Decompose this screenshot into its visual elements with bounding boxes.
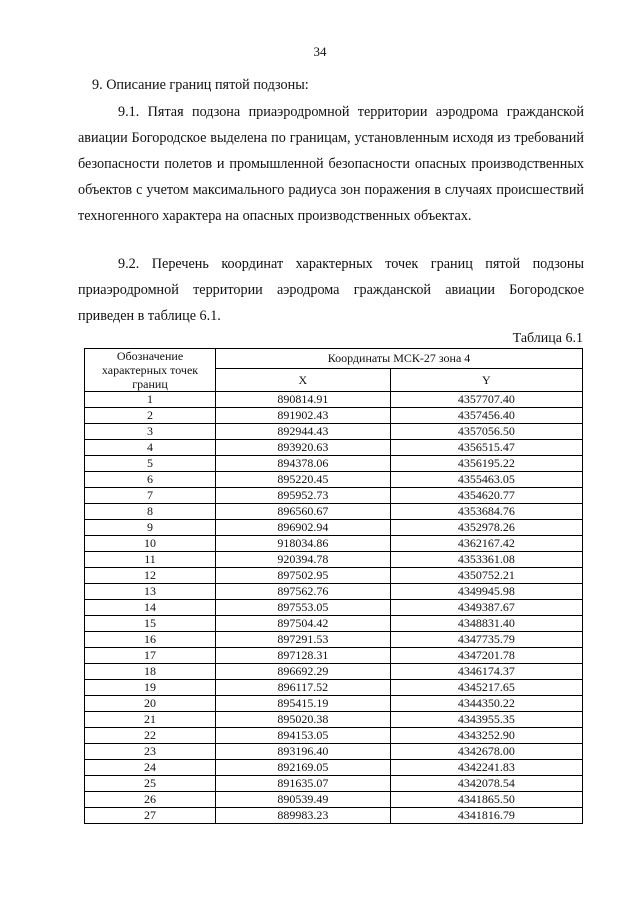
point-number-cell: 4 xyxy=(85,440,216,456)
table-row xyxy=(85,536,583,552)
x-coordinate-cell: 893196.40 xyxy=(216,744,391,760)
table-caption: Таблица 6.1 xyxy=(512,331,583,346)
x-coordinate-cell: 896117.52 xyxy=(216,680,391,696)
page-number: 34 xyxy=(313,44,327,59)
x-coordinate-cell: 896560.67 xyxy=(216,504,391,520)
y-coordinate-cell: 4347735.79 xyxy=(390,632,582,648)
y-coordinate-cell: 4356195.22 xyxy=(390,456,582,472)
table-row xyxy=(85,680,583,696)
point-number-cell: 16 xyxy=(85,632,216,648)
x-coordinate-cell: 895415.19 xyxy=(216,696,391,712)
point-number-cell: 5 xyxy=(85,456,216,472)
point-number-cell: 1 xyxy=(85,392,216,408)
x-coordinate-cell: 894153.05 xyxy=(216,728,391,744)
table-row xyxy=(85,568,583,584)
section-heading: 9. Описание границ пятой подзоны: xyxy=(92,77,309,93)
point-number-cell: 11 xyxy=(85,552,216,568)
x-coordinate-cell: 897128.31 xyxy=(216,648,391,664)
y-coordinate-cell: 4341865.50 xyxy=(390,792,582,808)
y-coordinate-cell: 4343252.90 xyxy=(390,728,582,744)
table-row xyxy=(85,712,583,728)
table-row xyxy=(85,472,583,488)
x-coordinate-cell: 894378.06 xyxy=(216,456,391,472)
point-number-cell: 22 xyxy=(85,728,216,744)
table-row xyxy=(85,632,583,648)
x-coordinate-cell: 920394.78 xyxy=(216,552,391,568)
table-row xyxy=(85,616,583,632)
table-row xyxy=(85,584,583,600)
x-coordinate-cell: 918034.86 xyxy=(216,536,391,552)
x-coordinate-cell: 890814.91 xyxy=(216,392,391,408)
y-coordinate-cell: 4353361.08 xyxy=(390,552,582,568)
y-coordinate-cell: 4354620.77 xyxy=(390,488,582,504)
table-row xyxy=(85,408,583,424)
point-number-cell: 26 xyxy=(85,792,216,808)
point-number-cell: 2 xyxy=(85,408,216,424)
point-number-cell: 23 xyxy=(85,744,216,760)
table-row xyxy=(85,744,583,760)
paragraph-9-1: 9.1. Пятая подзона приаэродромной территории аэродрома гражданской авиации Богородское выделена по границам, установленным исходя из требований безопасности полетов и промышленной безопасности опасных производственных объектов с учетом максимального радиуса зон поражения в случаях происшествий техногенного характера на опасных производственных объектах. xyxy=(78,104,584,224)
y-coordinate-cell: 4350752.21 xyxy=(390,568,582,584)
table-row xyxy=(85,648,583,664)
point-number-cell: 25 xyxy=(85,776,216,792)
y-coordinate-cell: 4357456.40 xyxy=(390,408,582,424)
table-body xyxy=(85,392,583,824)
table-row xyxy=(85,552,583,568)
header-designation: Обозначение характерных точек границ xyxy=(85,349,216,392)
table-row xyxy=(85,392,583,408)
y-coordinate-cell: 4352978.26 xyxy=(390,520,582,536)
x-coordinate-cell: 889983.23 xyxy=(216,808,391,824)
point-number-cell: 13 xyxy=(85,584,216,600)
y-coordinate-cell: 4347201.78 xyxy=(390,648,582,664)
y-coordinate-cell: 4362167.42 xyxy=(390,536,582,552)
x-coordinate-cell: 890539.49 xyxy=(216,792,391,808)
y-coordinate-cell: 4357056.50 xyxy=(390,424,582,440)
y-coordinate-cell: 4348831.40 xyxy=(390,616,582,632)
table-row xyxy=(85,456,583,472)
y-coordinate-cell: 4349387.67 xyxy=(390,600,582,616)
header-x: X xyxy=(216,369,391,392)
point-number-cell: 12 xyxy=(85,568,216,584)
y-coordinate-cell: 4343955.35 xyxy=(390,712,582,728)
point-number-cell: 27 xyxy=(85,808,216,824)
y-coordinate-cell: 4344350.22 xyxy=(390,696,582,712)
header-coordinates: Координаты МСК-27 зона 4 xyxy=(216,349,583,369)
x-coordinate-cell: 897562.76 xyxy=(216,584,391,600)
table-row xyxy=(85,424,583,440)
coordinates-table xyxy=(84,348,583,824)
header-y: Y xyxy=(390,369,582,392)
y-coordinate-cell: 4342678.00 xyxy=(390,744,582,760)
table-row xyxy=(85,600,583,616)
y-coordinate-cell: 4349945.98 xyxy=(390,584,582,600)
x-coordinate-cell: 897504.42 xyxy=(216,616,391,632)
y-coordinate-cell: 4356515.47 xyxy=(390,440,582,456)
table-row xyxy=(85,520,583,536)
table-row xyxy=(85,792,583,808)
point-number-cell: 15 xyxy=(85,616,216,632)
x-coordinate-cell: 895220.45 xyxy=(216,472,391,488)
point-number-cell: 14 xyxy=(85,600,216,616)
y-coordinate-cell: 4353684.76 xyxy=(390,504,582,520)
x-coordinate-cell: 896902.94 xyxy=(216,520,391,536)
x-coordinate-cell: 896692.29 xyxy=(216,664,391,680)
x-coordinate-cell: 897291.53 xyxy=(216,632,391,648)
table-row xyxy=(85,808,583,824)
y-coordinate-cell: 4341816.79 xyxy=(390,808,582,824)
x-coordinate-cell: 897502.95 xyxy=(216,568,391,584)
table-row xyxy=(85,728,583,744)
table-row xyxy=(85,776,583,792)
point-number-cell: 10 xyxy=(85,536,216,552)
point-number-cell: 21 xyxy=(85,712,216,728)
table-row xyxy=(85,760,583,776)
x-coordinate-cell: 895952.73 xyxy=(216,488,391,504)
x-coordinate-cell: 895020.38 xyxy=(216,712,391,728)
y-coordinate-cell: 4357707.40 xyxy=(390,392,582,408)
point-number-cell: 17 xyxy=(85,648,216,664)
point-number-cell: 9 xyxy=(85,520,216,536)
paragraph-9-2: 9.2. Перечень координат характерных точек границ пятой подзоны приаэродромной территории аэродрома гражданской авиации Богородское приведен в таблице 6.1. xyxy=(78,256,584,324)
x-coordinate-cell: 891902.43 xyxy=(216,408,391,424)
y-coordinate-cell: 4342241.83 xyxy=(390,760,582,776)
point-number-cell: 6 xyxy=(85,472,216,488)
y-coordinate-cell: 4342078.54 xyxy=(390,776,582,792)
y-coordinate-cell: 4345217.65 xyxy=(390,680,582,696)
y-coordinate-cell: 4355463.05 xyxy=(390,472,582,488)
table-row xyxy=(85,664,583,680)
table-row xyxy=(85,696,583,712)
x-coordinate-cell: 891635.07 xyxy=(216,776,391,792)
table-row xyxy=(85,488,583,504)
point-number-cell: 7 xyxy=(85,488,216,504)
x-coordinate-cell: 893920.63 xyxy=(216,440,391,456)
point-number-cell: 8 xyxy=(85,504,216,520)
table-row xyxy=(85,440,583,456)
x-coordinate-cell: 892944.43 xyxy=(216,424,391,440)
point-number-cell: 19 xyxy=(85,680,216,696)
point-number-cell: 24 xyxy=(85,760,216,776)
point-number-cell: 20 xyxy=(85,696,216,712)
x-coordinate-cell: 897553.05 xyxy=(216,600,391,616)
table-row xyxy=(85,504,583,520)
point-number-cell: 3 xyxy=(85,424,216,440)
point-number-cell: 18 xyxy=(85,664,216,680)
y-coordinate-cell: 4346174.37 xyxy=(390,664,582,680)
x-coordinate-cell: 892169.05 xyxy=(216,760,391,776)
